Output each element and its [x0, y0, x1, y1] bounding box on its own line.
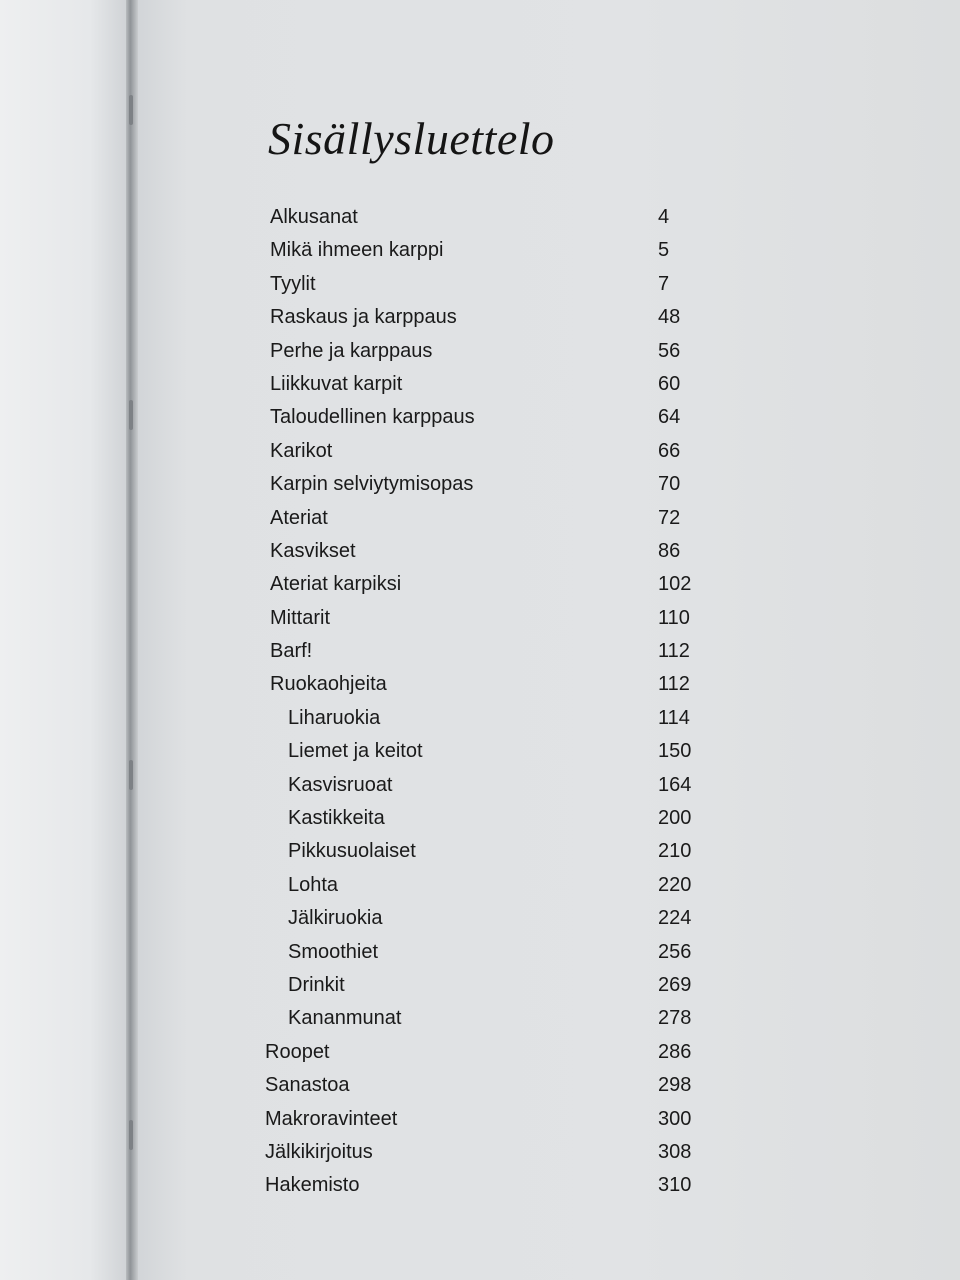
toc-entry-label: Ateriat karpiksi [270, 573, 402, 596]
toc-entry [0, 803, 960, 836]
toc-subentry-label: Jälkiruokia [288, 907, 383, 930]
toc-entry [0, 770, 960, 803]
toc-entry [0, 1137, 960, 1170]
toc-subentry-label: Drinkit [288, 973, 345, 996]
toc-entry [0, 269, 960, 302]
toc-entry [0, 836, 960, 869]
toc-entry [0, 937, 960, 970]
toc-page-number: 56 [658, 339, 681, 362]
toc-page-number: 278 [658, 1007, 692, 1030]
toc-page-number: 70 [658, 473, 681, 496]
toc-entry-label: Sanastoa [265, 1074, 350, 1097]
binding-stitch [129, 95, 133, 125]
toc-entry-label: Alkusanat [270, 206, 358, 228]
toc-page-number: 60 [658, 372, 681, 395]
toc-page-number: 220 [658, 873, 692, 896]
toc-entry-label: Jälkikirjoitus [265, 1140, 373, 1163]
toc-page-number: 308 [658, 1140, 692, 1163]
toc-page-number: 112 [658, 673, 690, 696]
toc-entry [0, 302, 960, 335]
toc-entry-label: Barf! [270, 640, 313, 663]
toc-entry-label: Tyylit [270, 272, 316, 295]
toc-page-number: 4 [658, 206, 670, 228]
toc-subentry-label: Kasvisruoat [288, 773, 393, 796]
toc-subentry-label: Pikkusuolaiset [288, 840, 416, 863]
toc-entry [0, 1104, 960, 1137]
toc-entry [0, 369, 960, 402]
toc-page-number: 298 [658, 1074, 692, 1097]
toc-entry-label: Karikot [270, 439, 333, 462]
toc-subentry-label: Smoothiet [288, 940, 379, 963]
toc-entry [0, 536, 960, 569]
toc-page-number: 200 [658, 807, 692, 830]
toc-entry-label: Mittarit [270, 606, 330, 629]
toc-entry [0, 1070, 960, 1103]
toc-entry [0, 503, 960, 536]
toc-entry [0, 469, 960, 502]
toc-page-number: 286 [658, 1040, 692, 1063]
toc-entry [0, 235, 960, 268]
toc-subentry-label: Kananmunat [288, 1007, 402, 1030]
toc-page-number: 114 [658, 706, 690, 729]
toc-entry [0, 569, 960, 602]
toc-page-number: 5 [658, 239, 670, 262]
toc-entry [0, 736, 960, 769]
toc-entry-label: Perhe ja karppaus [270, 339, 433, 362]
toc-page-number: 224 [658, 907, 692, 930]
toc-page-number: 164 [658, 773, 692, 796]
toc-entry [0, 603, 960, 636]
toc-entry-label: Liikkuvat karpit [270, 372, 403, 395]
toc-subentry-label: Liemet ja keitot [288, 740, 423, 763]
toc-entry [0, 703, 960, 736]
toc-subentry-label: Kastikkeita [288, 807, 385, 830]
toc-subentry-label: Lohta [288, 873, 339, 896]
toc-entry [0, 1170, 960, 1203]
toc-entry [0, 336, 960, 369]
toc-entry-label: Ruokaohjeita [270, 673, 387, 696]
toc-entry [0, 1037, 960, 1070]
toc-entry-label: Hakemisto [265, 1174, 360, 1197]
toc-page-number: 310 [658, 1174, 692, 1197]
toc-entry [0, 202, 960, 235]
toc-page-number: 150 [658, 740, 692, 763]
toc-entry-label: Taloudellinen karppaus [270, 406, 475, 429]
toc-entry [0, 636, 960, 669]
toc-entry-label: Karpin selviytymisopas [270, 473, 474, 496]
toc-entry [0, 436, 960, 469]
toc-entry [0, 903, 960, 936]
toc-page-number: 7 [658, 272, 670, 295]
toc-page-number: 110 [658, 606, 690, 629]
toc-page-number: 64 [658, 406, 681, 429]
toc-list [0, 202, 960, 1204]
toc-entry [0, 1003, 960, 1036]
toc-title: Sisällysluettelo [268, 113, 555, 164]
toc-entry [0, 970, 960, 1003]
toc-subentry-label: Liharuokia [288, 706, 381, 729]
toc-page-number: 256 [658, 940, 692, 963]
toc-page-number: 48 [658, 306, 681, 329]
toc-page-number: 269 [658, 973, 692, 996]
toc-page-number: 102 [658, 573, 692, 596]
toc-page-number: 300 [658, 1107, 692, 1130]
toc-entry [0, 402, 960, 435]
toc-entry-label: Makroravinteet [265, 1107, 398, 1130]
toc-entry [0, 669, 960, 702]
toc-page-number: 86 [658, 539, 681, 562]
toc-page-number: 72 [658, 506, 681, 529]
toc-entry-label: Ateriat [270, 506, 328, 529]
toc-entry-label: Kasvikset [270, 539, 356, 562]
toc-page-number: 112 [658, 640, 690, 663]
toc-page-number: 66 [658, 439, 681, 462]
toc-entry-label: Raskaus ja karppaus [270, 306, 457, 329]
toc-entry [0, 870, 960, 903]
toc-page-number: 210 [658, 840, 692, 863]
toc-entry-label: Roopet [265, 1040, 330, 1063]
toc-entry-label: Mikä ihmeen karppi [270, 239, 444, 262]
